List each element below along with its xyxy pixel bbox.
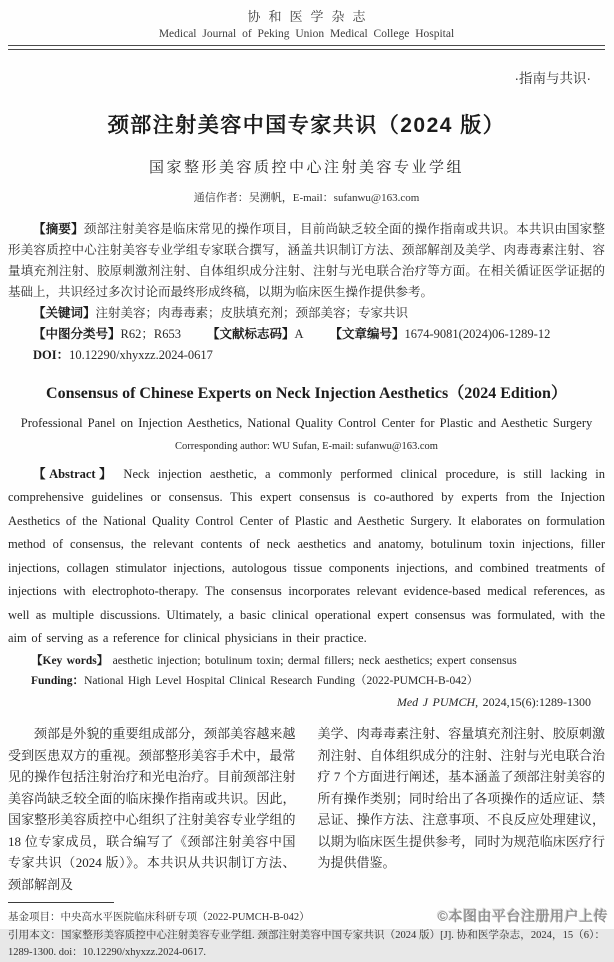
authors-en: Professional Panel on Injection Aesthetics, National Quality Control Center for Plastic and Aesthetic Surgery [20, 415, 593, 430]
body-left-text: 颈部是外貌的重要组成部分，颈部美容越来越受到医患双方的重视。颈部整形美容手术中，最常见的操作包括注射治疗和光电治疗。目前颈部注射美容尚缺乏较全面的临床操作指南或共识。因此，国家整形美容质控中心组织了注射美容专业学组的 18 位专家成员，联合编写了《颈部注射美容中国专家共识（2024 版）》。本共识从共识制订方法、颈部解剖及 [8, 726, 296, 892]
clc-value: R62；R653 [120, 326, 181, 341]
keywords-cn-text: 注射美容；肉毒毒素；皮肤填充剂；颈部美容；专家共识 [95, 305, 409, 320]
correspondence-cn: 通信作者：吴溯帆，E-mail：sufanwu@163.com [193, 191, 420, 204]
keywords-cn-line [8, 303, 605, 324]
article-title-cn: 颈部注射美容中国专家共识（2024 版） [107, 113, 506, 137]
footnote-funding-label: 基金项目： [8, 912, 61, 923]
abstract-cn-paragraph [8, 219, 605, 303]
citation-line [8, 691, 605, 715]
author-group-cn: 国家整形美容质控中心注射美容专业学组 [148, 159, 464, 176]
meta-line [8, 324, 605, 345]
keywords-en-text: aesthetic injection; botulinum toxin; dermal fillers; neck aesthetics; expert consensus [112, 654, 517, 667]
footnote-citation-text: 国家整形美容质控中心注射美容专业学组. 颈部注射美容中国专家共识（2024 版）[J]. 协和医学杂志，2024，15（6）：1289-1300. doi：10.12290/xhyxzz.2024-0617. [8, 929, 606, 958]
journal-name-en: Medical Journal of Peking Union Medical College Hospital [158, 28, 455, 40]
doi-label: DOI： [33, 347, 70, 362]
doc-code-label: 【文献标志码】 [206, 326, 295, 341]
citation-journal: Med J PUMCH [396, 694, 476, 709]
footnote-citation [8, 927, 605, 962]
article-no-label: 【文章编号】 [329, 326, 405, 341]
body-right-text: 美学、肉毒毒素注射、容量填充剂注射、胶原刺激剂注射、自体组织成分的注射、注射与光电联合治疗 7 个方面进行阐述，基本涵盖了颈部注射美容的所有操作类别；同时给出了各项操作的适应证、禁忌证、操作方法、注意事项、不良反应处理建议，以期为临床医生提供参考，同时为规范临床医疗行为提供借鉴。 [317, 726, 605, 870]
abstract-en-paragraph [8, 463, 605, 651]
footnote-divider [8, 902, 114, 903]
footnote-citation-label: 引用本文： [8, 929, 62, 941]
abstract-en-label: 【Abstract】 [33, 466, 116, 481]
keywords-en-line [8, 651, 605, 671]
body-left-column [8, 723, 296, 895]
correspondence-en: Corresponding author: WU Sufan, E-mail: sufanwu@163.com [175, 440, 438, 452]
abstract-block-cn [8, 219, 605, 366]
funding-en-label: Funding： [31, 674, 85, 687]
keywords-en-label: 【Key words】 [31, 654, 109, 667]
article-title-en: Consensus of Chinese Experts on Neck Injection Aesthetics（2024 Edition） [46, 384, 567, 402]
doi-value: 10.12290/xhyxzz.2024-0617 [69, 347, 213, 362]
doi-line [8, 345, 605, 366]
section-label: ·指南与共识· [514, 70, 591, 86]
header-double-rule [8, 45, 605, 50]
abstract-cn-text: 颈部注射美容是临床常见的操作项目，目前尚缺乏较全面的操作指南或共识。本共识由国家整形美容质控中心注射美容专业学组专家联合撰写，涵盖共识制订方法、颈部解剖及美学、肉毒毒素注射、容量填充剂注射、胶原刺激剂注射、自体组织成分注射、注射与光电联合治疗等方面。在相关循证医学证据的基础上，共识经过多次讨论而最终形成终稿，以期为临床医生操作提供参考。 [8, 221, 605, 299]
keywords-cn-label: 【关键词】 [33, 305, 96, 320]
article-no-value: 1674-9081(2024)06-1289-12 [404, 326, 551, 341]
platform-watermark: ©本图由平台注册用户上传 [437, 908, 608, 924]
body-right-column [318, 723, 606, 895]
body-two-columns [8, 723, 605, 895]
citation-rest: , 2024,15(6):1289-1300 [475, 694, 591, 709]
journal-name-cn: 协和医学杂志 [247, 9, 374, 24]
abstract-block-en [8, 463, 605, 715]
doc-code-value: A [294, 326, 304, 341]
footnote-funding-text: 中央高水平医院临床科研专项（2022-PUMCH-B-042） [60, 912, 310, 923]
abstract-en-text: Neck injection aesthetic, a commonly performed clinical procedure, is still lacking in comprehensive guidelines or consensus. This expert consensus is co-authored by experts from the Injection Aesthetics of the National Quality Control Center of Plastic and Aesthetic Surgery. It elaborates on formulation method of consensus, the relevant contents of neck aesthetics and anatomy, botulinum toxin injections, filler injections, collagen stimulator injections, autologous tissue components injections, and combined treatments of injections with electrophoto-therapy. The consensus incorporates relevant evidence-based medical references, as well as multiple discussions. Ultimately, a basic clinical operational expert consensus was formulated, with the aim of serving as a reference for clinical physicians in their practice. [8, 466, 606, 645]
clc-label: 【中图分类号】 [33, 326, 121, 341]
abstract-cn-label: 【摘要】 [33, 221, 84, 236]
funding-en-line [8, 671, 605, 691]
funding-en-text: National High Level Hospital Clinical Research Funding（2022-PUMCH-B-042） [84, 674, 479, 687]
